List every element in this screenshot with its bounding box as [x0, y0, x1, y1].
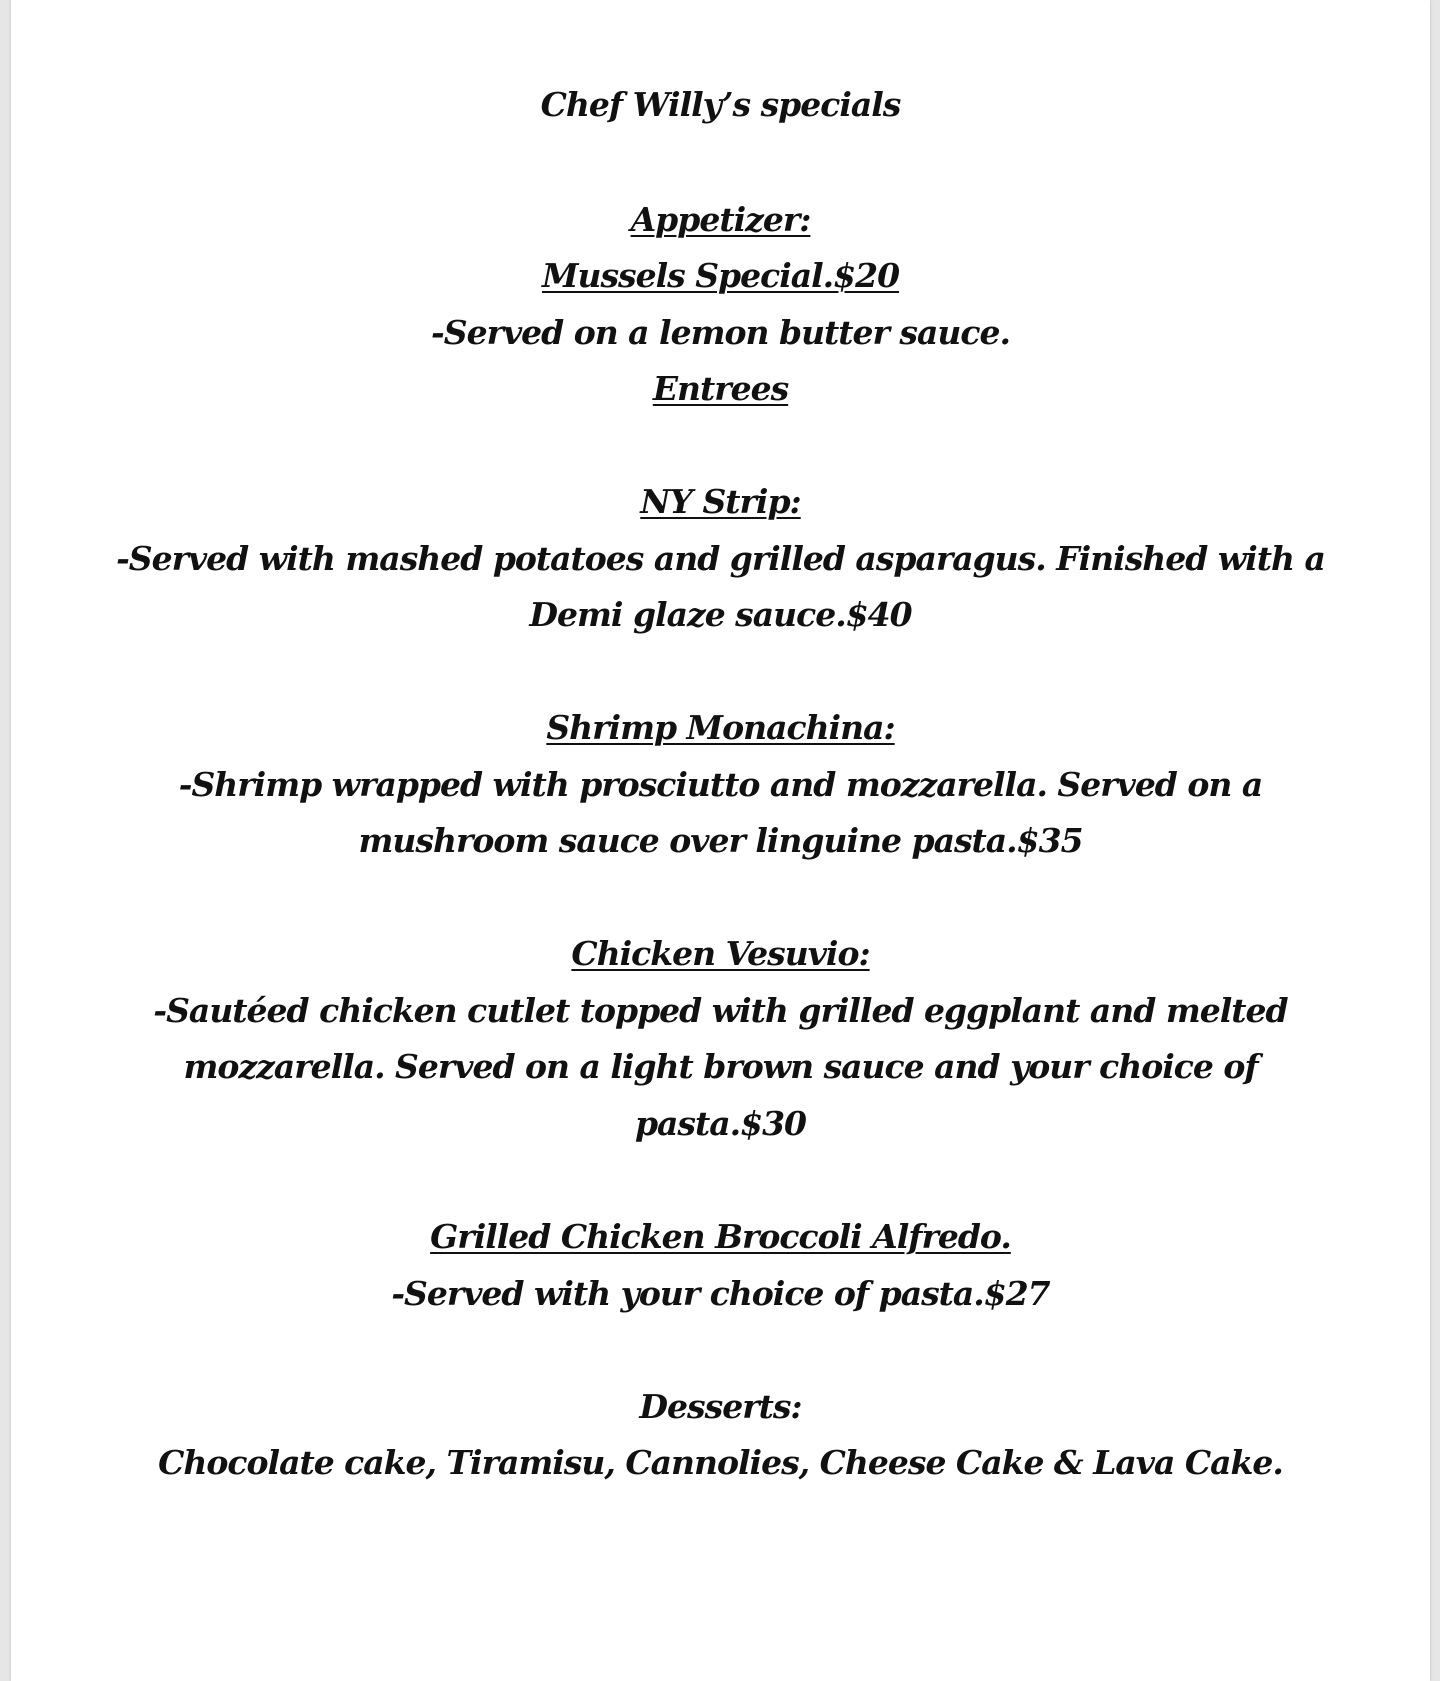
entree-description-line: -Sautéed chicken cutlet topped with grilled eggplant and melted — [153, 991, 1288, 1030]
entree-name-chicken-vesuvio: Chicken Vesuvio: — [571, 934, 870, 973]
entree-description-line: mushroom sauce over linguine pasta.$35 — [358, 821, 1083, 860]
entree-description-line: -Served with mashed potatoes and grilled asparagus. Finished with a — [116, 539, 1325, 578]
menu-page — [11, 0, 1430, 1681]
entree-description-line: Demi glaze sauce.$40 — [529, 595, 912, 634]
appetizer-item-description: -Served on a lemon butter sauce. — [431, 313, 1010, 352]
entree-description-line: pasta.$30 — [634, 1104, 807, 1143]
entree-name-ny-strip: NY Strip: — [640, 482, 801, 521]
desserts-heading: Desserts: — [639, 1387, 802, 1426]
entrees-heading: Entrees — [652, 369, 789, 408]
appetizer-heading: Appetizer: — [630, 200, 811, 239]
entree-name-shrimp-monachina: Shrimp Monachina: — [546, 708, 895, 747]
desserts-list: Chocolate cake, Tiramisu, Cannolies, Cheese Cake & Lava Cake. — [158, 1443, 1283, 1482]
entree-description-line: mozzarella. Served on a light brown sauce and your choice of — [183, 1047, 1258, 1086]
entree-description-line: -Served with your choice of pasta.$27 — [391, 1274, 1050, 1313]
menu-title: Chef Willy’s specials — [540, 85, 901, 124]
appetizer-item-name: Mussels Special.$20 — [541, 256, 900, 295]
entree-name-grilled-chicken-broccoli-alfredo: Grilled Chicken Broccoli Alfredo. — [430, 1217, 1011, 1256]
entree-description-line: -Shrimp wrapped with prosciutto and mozzarella. Served on a — [178, 765, 1263, 804]
